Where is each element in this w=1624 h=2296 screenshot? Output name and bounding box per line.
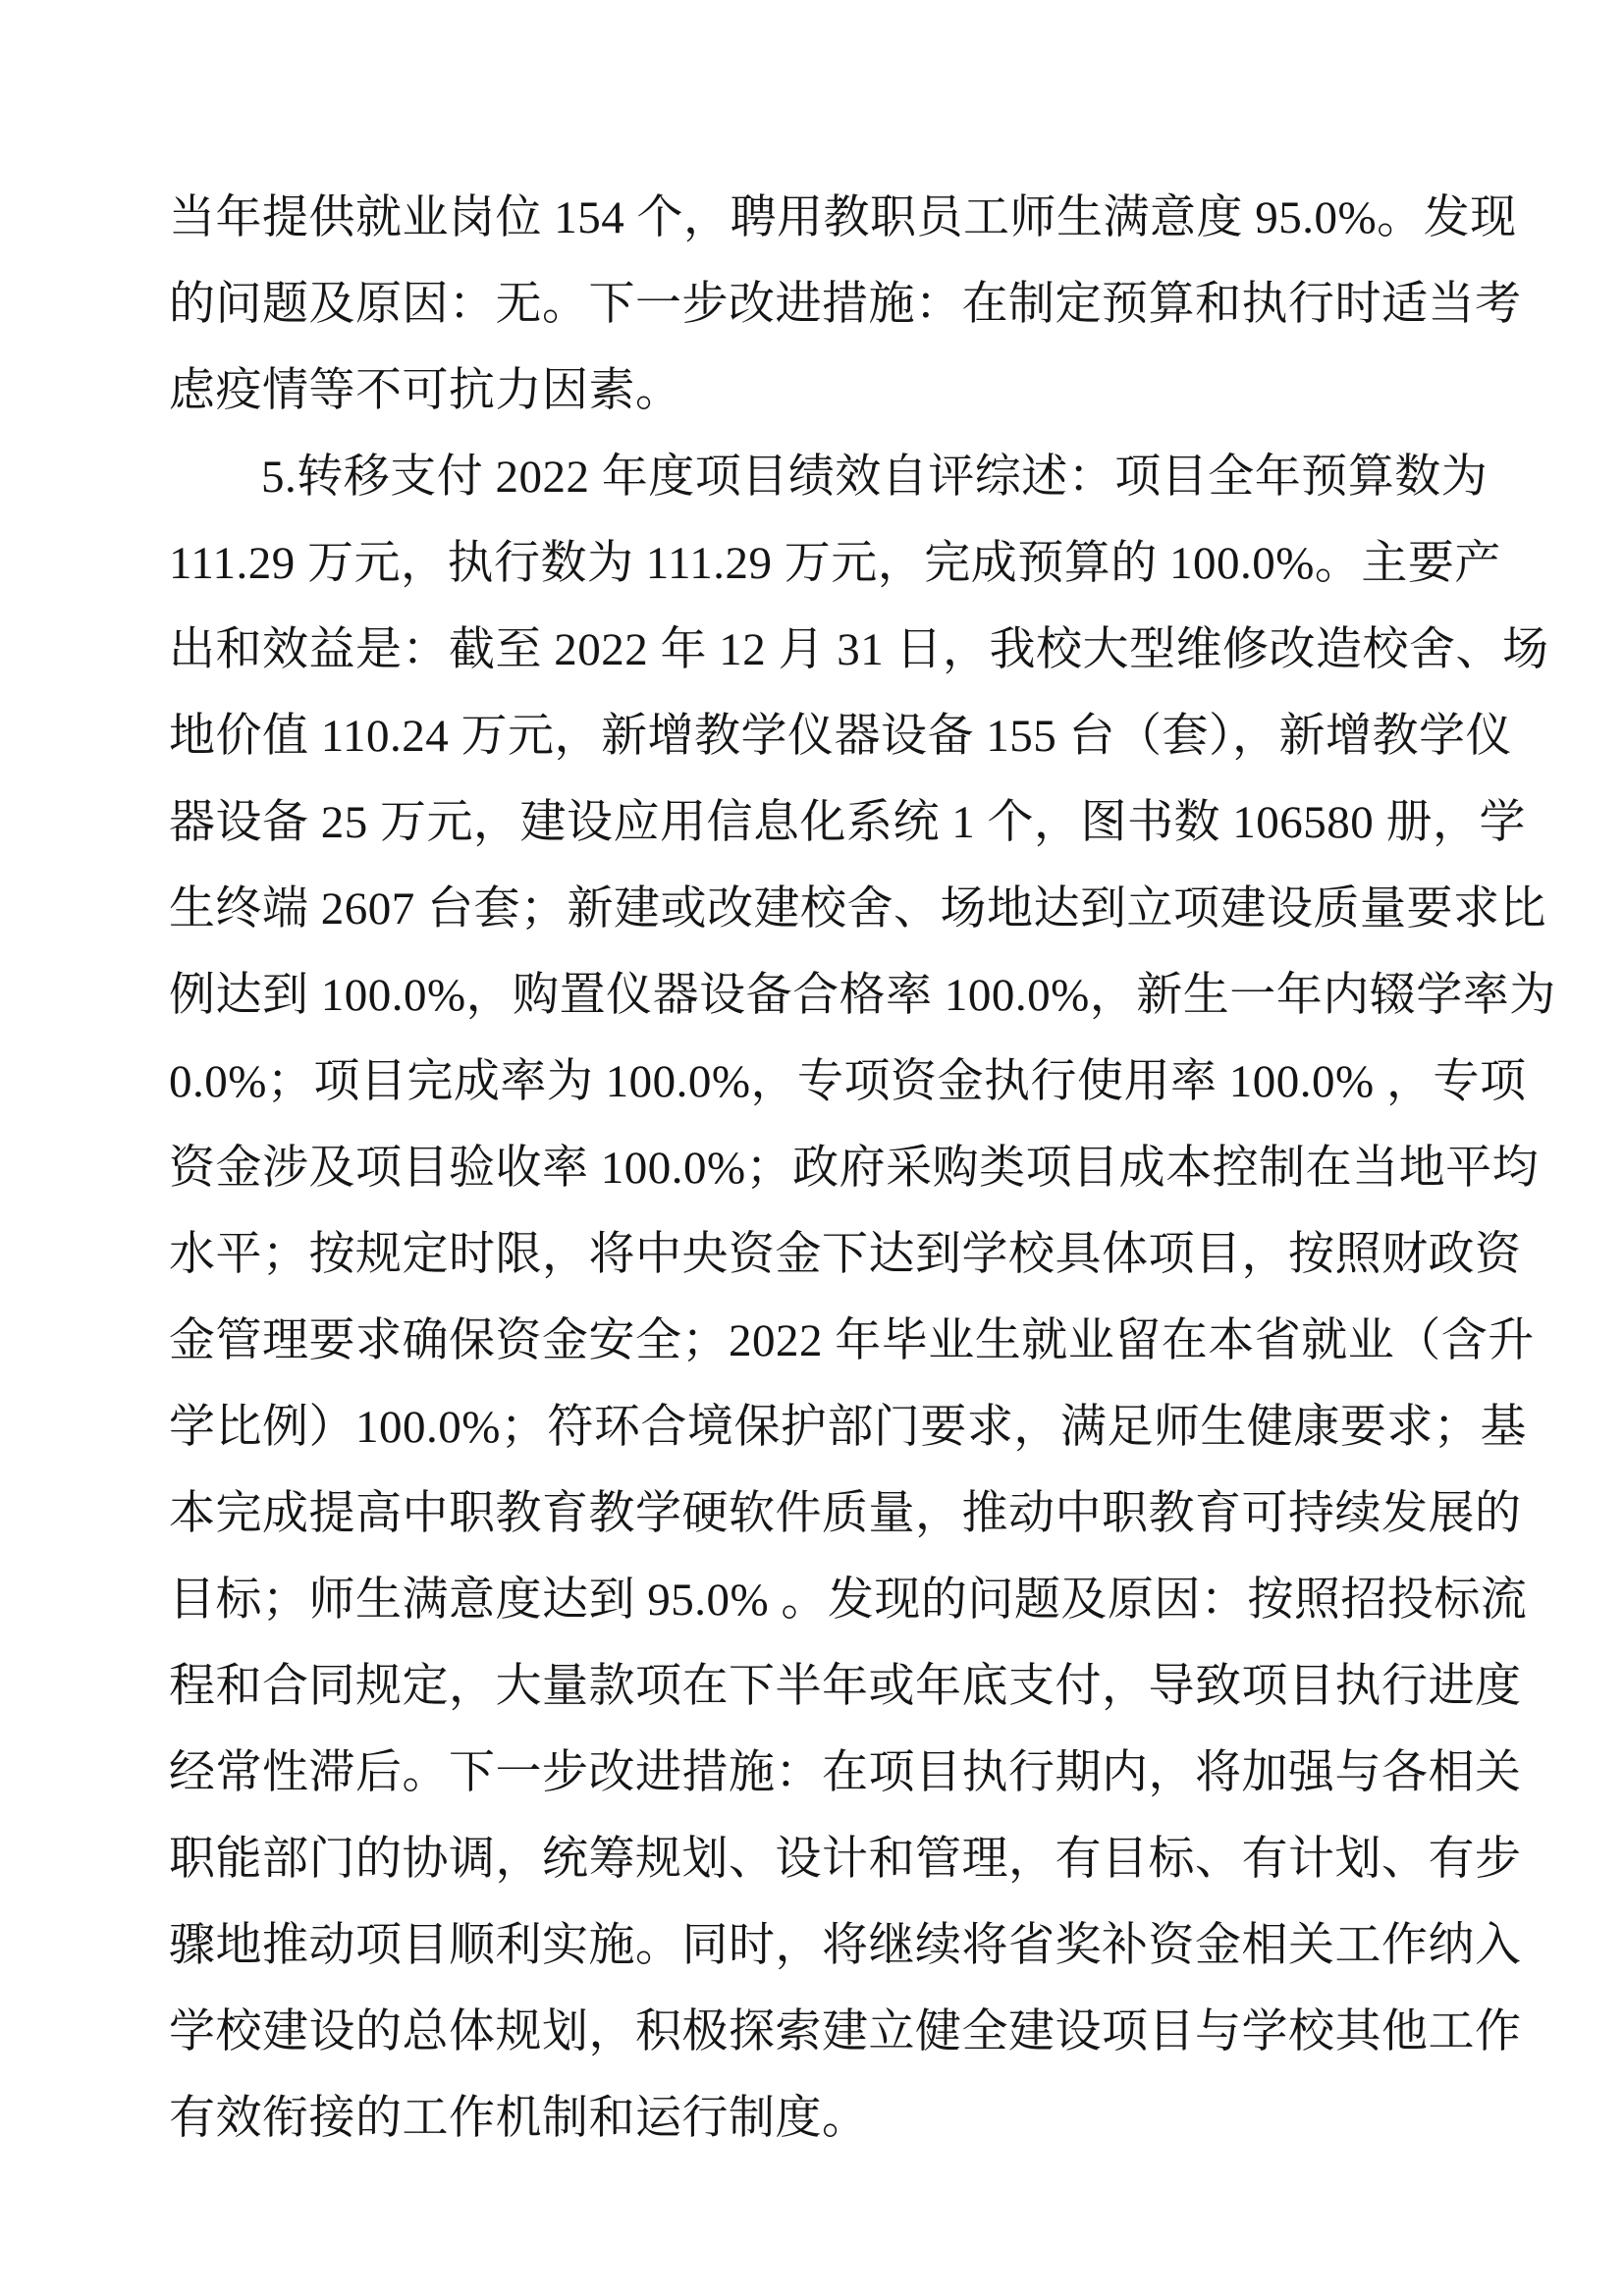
text-line: 有效衔接的工作机制和运行制度。 (169, 2093, 869, 2144)
paragraph-continuation (169, 175, 1522, 434)
text-line: 金管理要求确保资金安全；2022 年毕业生就业留在本省就业（含升 (169, 1315, 1535, 1366)
text-line: 器设备 25 万元，建设应用信息化系统 1 个，图书数 106580 册，学 (169, 797, 1526, 848)
text-line: 经常性滞后。下一步改进措施：在项目执行期内，将加强与各相关 (169, 1747, 1522, 1798)
text-line: 生终端 2607 台套；新建或改建校舍、场地达到立项建设质量要求比 (169, 883, 1546, 934)
text-line: 地价值 110.24 万元，新增教学仪器设备 155 台（套），新增教学仪 (169, 711, 1513, 762)
text-line: 0.0%；项目完成率为 100.0%，专项资金执行使用率 100.0% ，专项 (169, 1056, 1527, 1107)
text-line: 本完成提高中职教育教学硬软件质量，推动中职教育可持续发展的 (169, 1488, 1522, 1539)
text-line: 5.转移支付 2022 年度项目绩效自评综述：项目全年预算数为 (261, 452, 1489, 503)
text-line: 骤地推动项目顺利实施。同时，将继续将省奖补资金相关工作纳入 (169, 1920, 1522, 1971)
text-line: 程和合同规定，大量款项在下半年或年底支付，导致项目执行进度 (169, 1661, 1522, 1712)
text-line: 111.29 万元，执行数为 111.29 万元，完成预算的 100.0%。主要产 (169, 538, 1501, 589)
text-line: 职能部门的协调，统筹规划、设计和管理，有目标、有计划、有步 (169, 1834, 1522, 1885)
text-line: 的问题及原因：无。下一步改进措施：在制定预算和执行时适当考 (169, 279, 1522, 330)
text-line: 目标；师生满意度达到 95.0% 。发现的问题及原因：按照招投标流 (169, 1575, 1528, 1626)
document-body (169, 175, 1556, 2162)
paragraph-item-5-self-evaluation (169, 434, 1556, 2162)
text-line: 当年提供就业岗位 154 个，聘用教职员工师生满意度 95.0%。发现 (169, 192, 1517, 243)
text-line: 虑疫情等不可抗力因素。 (169, 365, 682, 416)
text-line: 学校建设的总体规划，积极探索建立健全建设项目与学校其他工作 (169, 2006, 1522, 2057)
text-line: 例达到 100.0%，购置仪器设备合格率 100.0%，新生一年内辍学率为 (169, 970, 1556, 1021)
text-line: 出和效益是：截至 2022 年 12 月 31 日，我校大型维修改造校舍、场 (169, 624, 1549, 675)
text-line: 水平；按规定时限，将中央资金下达到学校具体项目，按照财政资 (169, 1229, 1522, 1280)
text-line: 学比例）100.0%；符环合境保护部门要求，满足师生健康要求；基 (169, 1402, 1527, 1453)
text-line: 资金涉及项目验收率 100.0%；政府采购类项目成本控制在当地平均 (169, 1143, 1540, 1194)
